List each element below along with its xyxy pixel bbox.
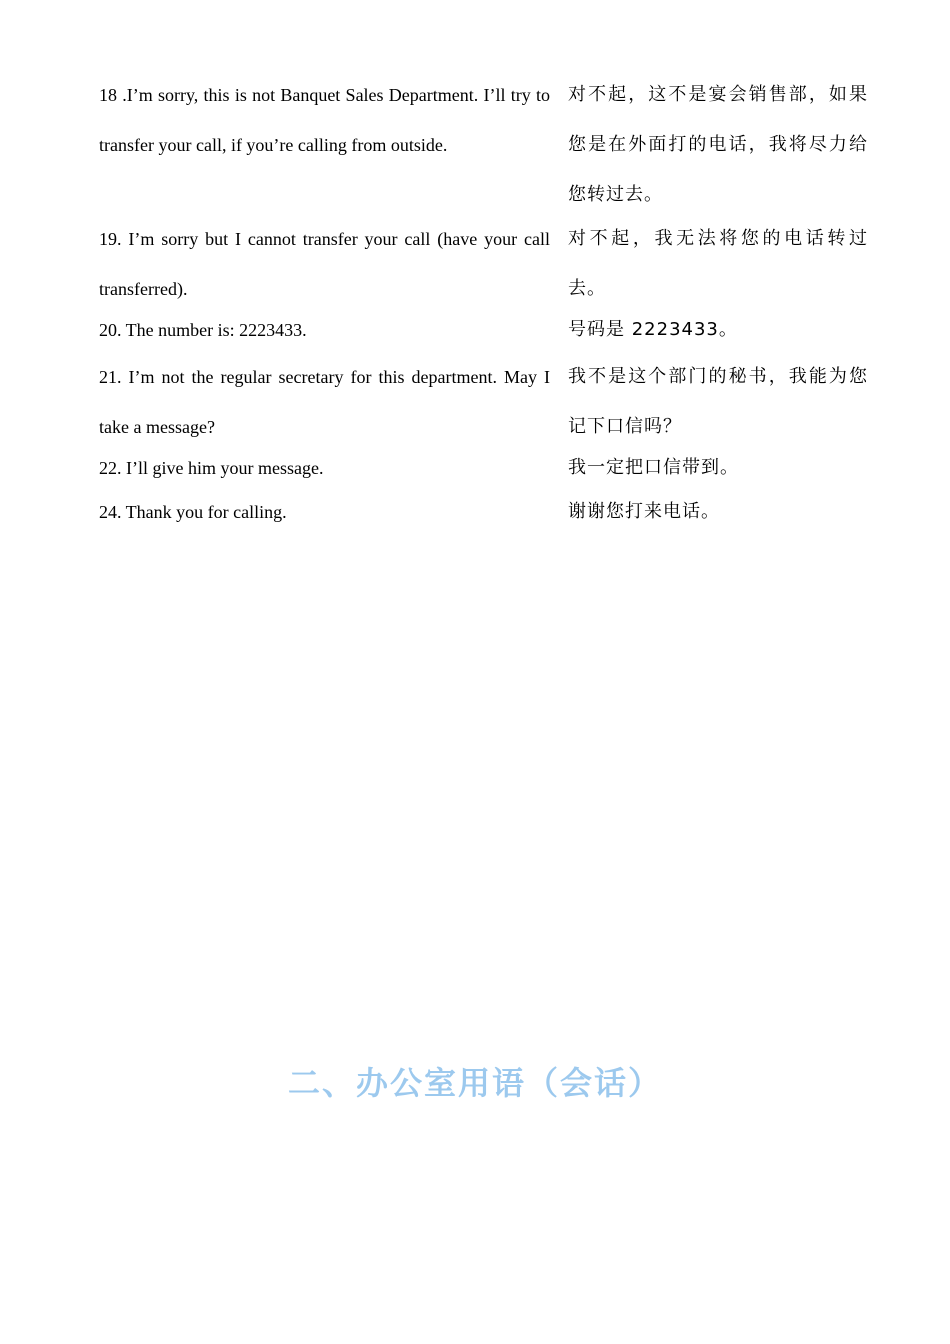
phrase-english: 24. Thank you for calling. <box>99 502 287 522</box>
phrase-chinese: 对不起，这不是宴会销售部，如果您是在外面打的电话，我将尽力给您转过去。 <box>568 84 868 205</box>
phrase-chinese: 谢谢您打来电话。 <box>568 501 720 522</box>
phrase-english: 21. I’m not the regular secretary for this department. May I take a message? <box>99 367 550 437</box>
phrase-chinese: 号码是 2223433。 <box>568 319 738 340</box>
phrase-chinese: 对不起，我无法将您的电话转过去。 <box>568 228 868 299</box>
phrase-english: 20. The number is: 2223433. <box>99 320 307 340</box>
phrase-row-21 <box>99 352 869 452</box>
phrase-english: 19. I’m sorry but I cannot transfer your call (have your call transferred). <box>99 229 550 299</box>
phrase-row-19 <box>99 214 869 314</box>
phrase-chinese: 我一定把口信带到。 <box>568 457 739 478</box>
phrase-english: 22. I’ll give him your message. <box>99 458 324 478</box>
phrase-row-24 <box>99 490 869 534</box>
phrase-row-22 <box>99 446 869 490</box>
phrase-english: 18 .I’m sorry, this is not Banquet Sales Department. I’ll try to transfer your call, if you’re calling from outside. <box>99 85 550 155</box>
phrase-chinese: 我不是这个部门的秘书，我能为您记下口信吗？ <box>568 366 868 437</box>
phrase-table <box>99 70 869 534</box>
phrase-row-18 <box>99 70 869 220</box>
section-title: 二、办公室用语（会话） <box>287 1064 662 1102</box>
phrase-row-20 <box>99 308 869 352</box>
